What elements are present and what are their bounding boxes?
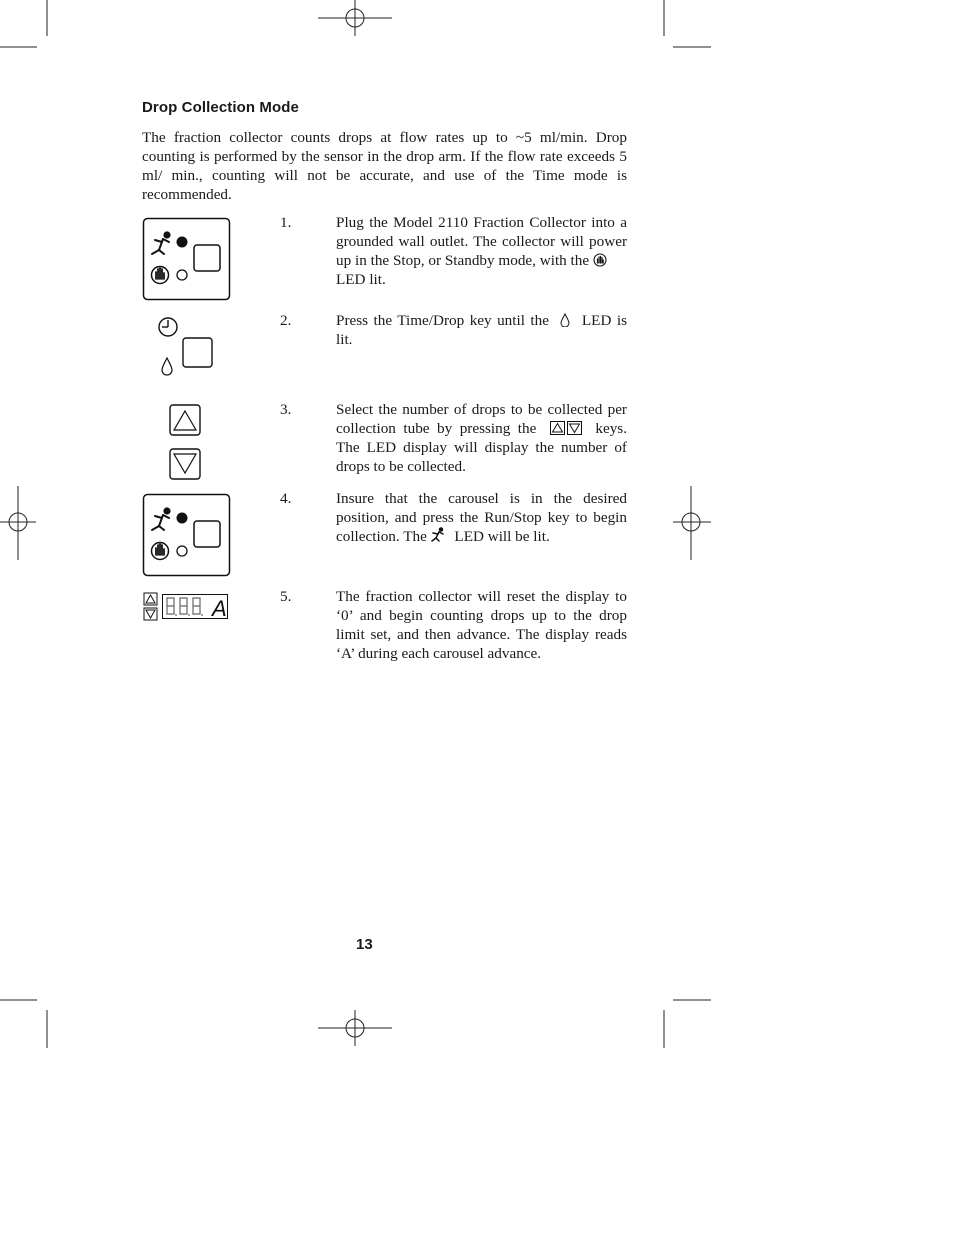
intro-paragraph: The fraction collector counts drops at flow rates up to ~5 ml/min. Drop counting is performed by the sensor in the drop arm. If the flow rate exceeds 5 ml/ min., counting will not be accurate, and use of the Time mode is recommended. [142,129,627,203]
hand-stop-icon [152,543,169,560]
step-5-text: The fraction collector will reset the display to ‘0’ and begin counting drops up to the drop limit set, and then advance. The display reads ‘A’ during each carousel advance. [336,588,627,662]
step-3-text [336,400,627,476]
run-stop-panel-run-lit [142,493,232,578]
runner-icon [431,527,445,543]
led-digit-value: A [212,596,227,620]
step-2-text [336,311,627,349]
hand-stop-icon [152,267,169,284]
run-stop-panel-stop-lit [142,217,232,302]
led-display-panel [142,592,232,622]
time-drop-panel [152,314,218,380]
step-4-text [336,489,627,546]
drop-icon [162,358,172,375]
stop-led [177,546,187,556]
hand-stop-icon [593,253,607,267]
step-1-text-a: Plug the Model 2110 Fraction Collector into a grounded wall outlet. The collector will power up in the Stop, or Standby mode, with the [336,214,627,269]
step-4-text-b: LED will be lit. [454,528,550,545]
step-3-text-a: Select the number of drops to be collected per collection tube by pressing the [336,401,627,437]
step-3-number: 3. [280,401,292,418]
run-led [177,513,188,524]
down-key [170,449,200,479]
step-1-number: 1. [280,214,292,231]
stop-led [177,270,187,280]
up-key [170,405,200,435]
step-2-text-b: LED is lit. [336,312,628,348]
run-stop-key [194,521,220,547]
step-2-number: 2. [280,312,292,329]
step-1-text-b: LED lit. [336,271,386,288]
clock-icon [159,318,177,336]
up-down-keys-icon [550,421,582,435]
step-4-number: 4. [280,490,292,507]
run-stop-key [194,245,220,271]
step-5-number: 5. [280,588,292,605]
step-4-text-a: Insure that the carousel is in the desired position, and press the Run/Stop key to begin collection. The [336,490,627,545]
up-down-mini-keys [142,592,160,622]
page-number: 13 [356,936,373,953]
time-drop-key [183,338,212,367]
drop-icon [560,313,570,327]
led-digits [162,594,229,620]
step-3-text-b: keys. The LED display will display the number of drops to be collected. [336,420,628,475]
run-led [177,237,188,248]
step-1-text [336,213,627,289]
section-heading: Drop Collection Mode [142,99,299,116]
up-down-keys [168,403,204,483]
step-2-text-a: Press the Time/Drop key until the [336,312,549,329]
